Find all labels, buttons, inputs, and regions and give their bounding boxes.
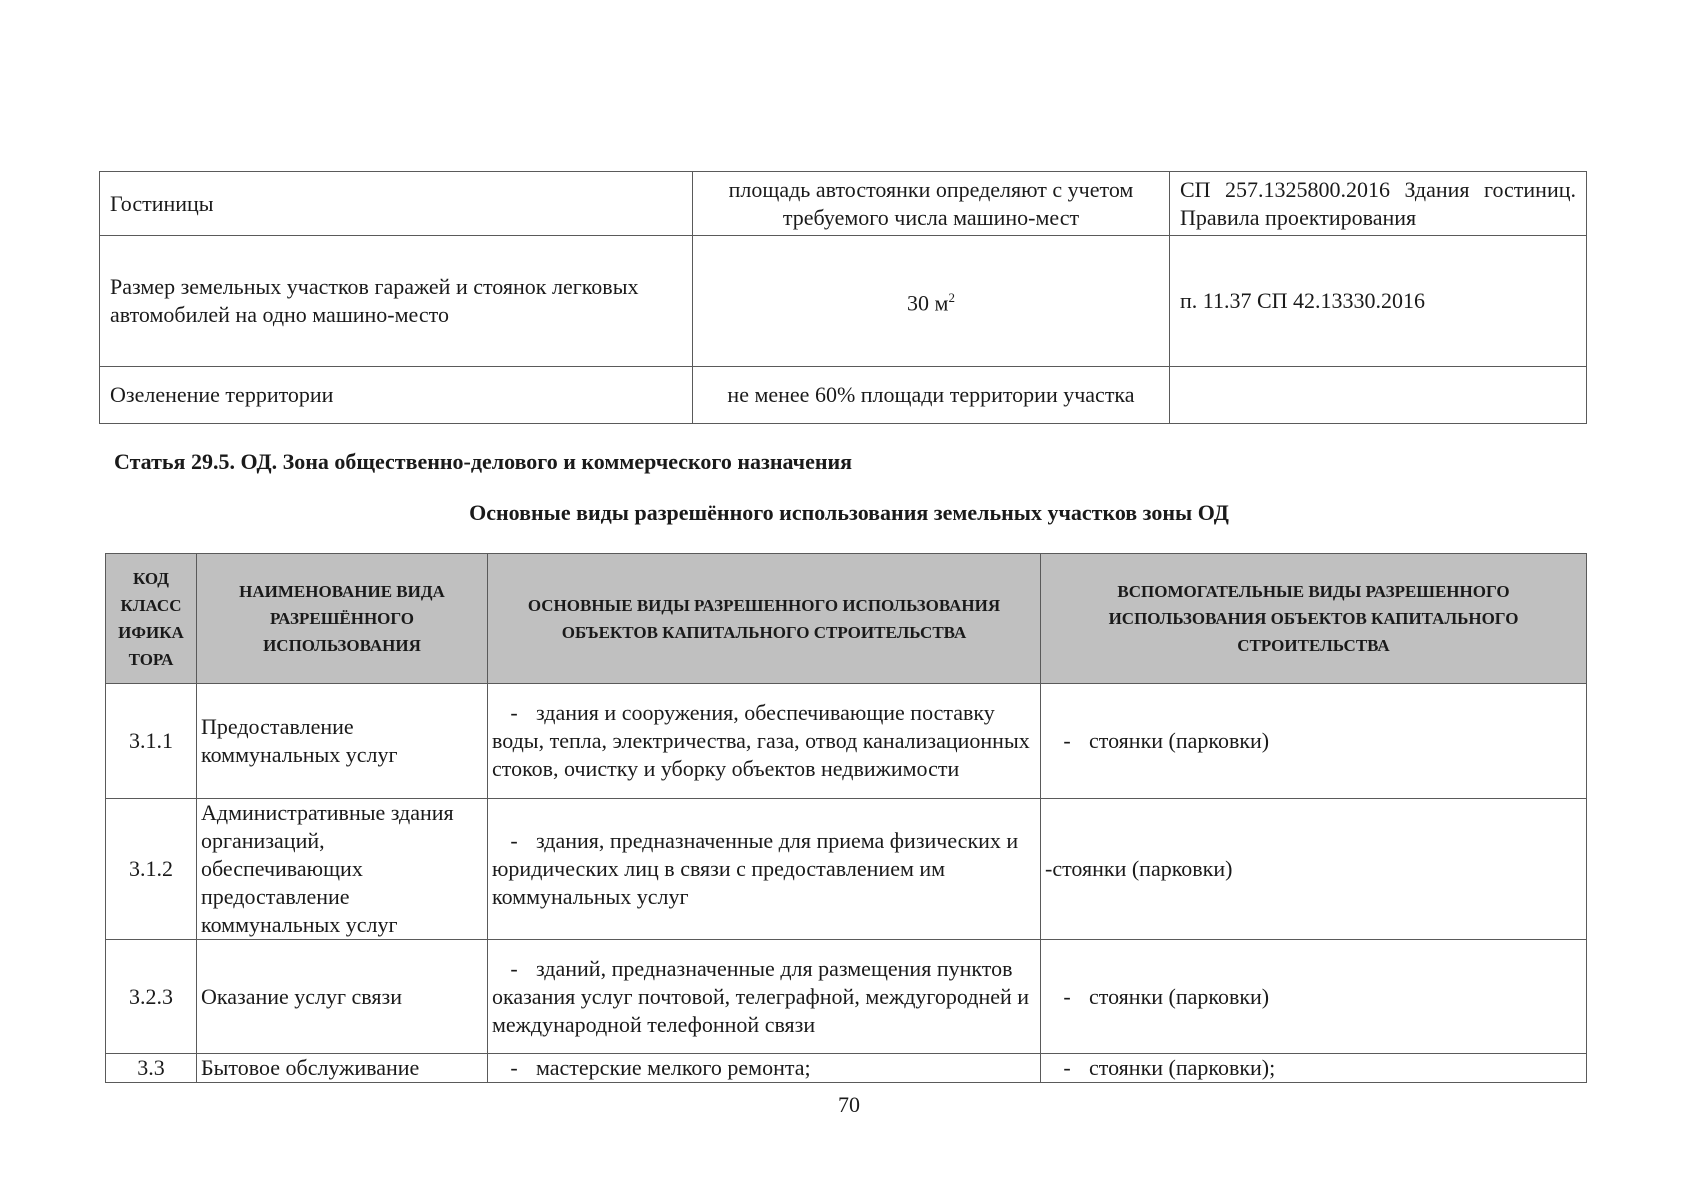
param-cell: Гостиницы — [100, 172, 693, 236]
name-cell: Бытовое обслуживание — [197, 1054, 488, 1083]
value-cell — [693, 236, 1170, 367]
article-heading: Статья 29.5. ОД. Зона общественно-делового и коммерческого назначения — [114, 449, 853, 474]
header-name: НАИМЕНОВАНИЕ ВИДА РАЗРЕШЁННОГО ИСПОЛЬЗОВАНИЯ — [197, 554, 488, 684]
value-text: 30 м — [907, 290, 949, 316]
header-main-uses: ОСНОВНЫЕ ВИДЫ РАЗРЕШЕННОГО ИСПОЛЬЗОВАНИЯ ОБЪЕКТОВ КАПИТАЛЬНОГО СТРОИТЕЛЬСТВА — [488, 554, 1041, 684]
main-uses-cell: - здания и сооружения, обеспечивающие поставку воды, тепла, электричества, газа, отвод канализационных стоков, очистку и уборку объектов недвижимости — [488, 684, 1041, 799]
table-row — [106, 799, 1587, 940]
reference-cell — [1170, 172, 1587, 236]
parking-norms-table — [99, 171, 1587, 424]
main-uses-cell: - здания, предназначенные для приема физических и юридических лиц в связи с предоставлением им коммунальных услуг — [488, 799, 1041, 940]
name-cell: Оказание услуг связи — [197, 940, 488, 1054]
reference-cell — [1170, 367, 1587, 424]
header-aux-uses: ВСПОМОГАТЕЛЬНЫЕ ВИДЫ РАЗРЕШЕННОГО ИСПОЛЬЗОВАНИЯ ОБЪЕКТОВ КАПИТАЛЬНОГО СТРОИТЕЛЬСТВА — [1041, 554, 1587, 684]
aux-uses-cell: - стоянки (парковки); — [1041, 1054, 1587, 1083]
header-row — [106, 554, 1587, 684]
main-uses-text: зданий, предназначенные для размещения пунктов оказания услуг почтовой, телеграфной, междугородней и международной телефонной связи — [492, 955, 1030, 1037]
table-row — [106, 684, 1587, 799]
name-cell: Административные здания организаций, обеспечивающих предоставление коммунальных услуг — [197, 799, 488, 940]
main-uses-text: здания и сооружения, обеспечивающие поставку воды, тепла, электричества, газа, отвод канализационных стоков, очистку и уборку объектов недвижимости — [492, 700, 1030, 781]
table-title: Основные виды разрешённого использования земельных участков зоны ОД — [469, 500, 1229, 525]
value-cell: не менее 60% площади территории участка — [693, 367, 1170, 424]
table-row — [100, 367, 1587, 424]
aux-uses-cell: -стоянки (парковки) — [1041, 799, 1587, 940]
reference-cell: п. 11.37 СП 42.13330.2016 — [1170, 236, 1587, 367]
code-cell: 3.1.1 — [106, 684, 197, 799]
code-cell: 3.2.3 — [106, 940, 197, 1054]
main-uses-text: здания, предназначенные для приема физических и юридических лиц в связи с предоставлением им коммунальных услуг — [492, 828, 1019, 909]
param-cell: Озеленение территории — [100, 367, 693, 424]
code-cell: 3.1.2 — [106, 799, 197, 940]
aux-uses-cell: - стоянки (парковки) — [1041, 684, 1587, 799]
table-row — [100, 236, 1587, 367]
main-uses-text: мастерские мелкого ремонта; — [536, 1055, 811, 1080]
table-row — [100, 172, 1587, 236]
reference-line: Правила проектирования — [1180, 204, 1417, 230]
table-row — [106, 940, 1587, 1054]
aux-uses-text: стоянки (парковки) — [1089, 728, 1270, 753]
name-cell: Предоставление коммунальных услуг — [197, 684, 488, 799]
value-superscript: 2 — [948, 290, 955, 306]
table-row — [106, 1054, 1587, 1083]
page-number: 70 — [838, 1092, 860, 1117]
header-code: КОД КЛАСС ИФИКА ТОРА — [106, 554, 197, 684]
value-cell: площадь автостоянки определяют с учетом требуемого числа машино-мест — [693, 172, 1170, 236]
code-cell: 3.3 — [106, 1054, 197, 1083]
reference-line: СП 257.1325800.2016 Здания гостиниц. — [1180, 176, 1576, 202]
permitted-uses-table — [105, 553, 1587, 1083]
aux-uses-cell: - стоянки (парковки) — [1041, 940, 1587, 1054]
aux-uses-text: стоянки (парковки); — [1089, 1055, 1276, 1080]
param-cell: Размер земельных участков гаражей и стоянок легковых автомобилей на одно машино-место — [100, 236, 693, 367]
main-uses-cell: - зданий, предназначенные для размещения пунктов оказания услуг почтовой, телеграфной, междугородней и международной телефонной связи — [488, 940, 1041, 1054]
main-uses-cell: - мастерские мелкого ремонта; — [488, 1054, 1041, 1083]
aux-uses-text: стоянки (парковки) — [1089, 983, 1270, 1009]
